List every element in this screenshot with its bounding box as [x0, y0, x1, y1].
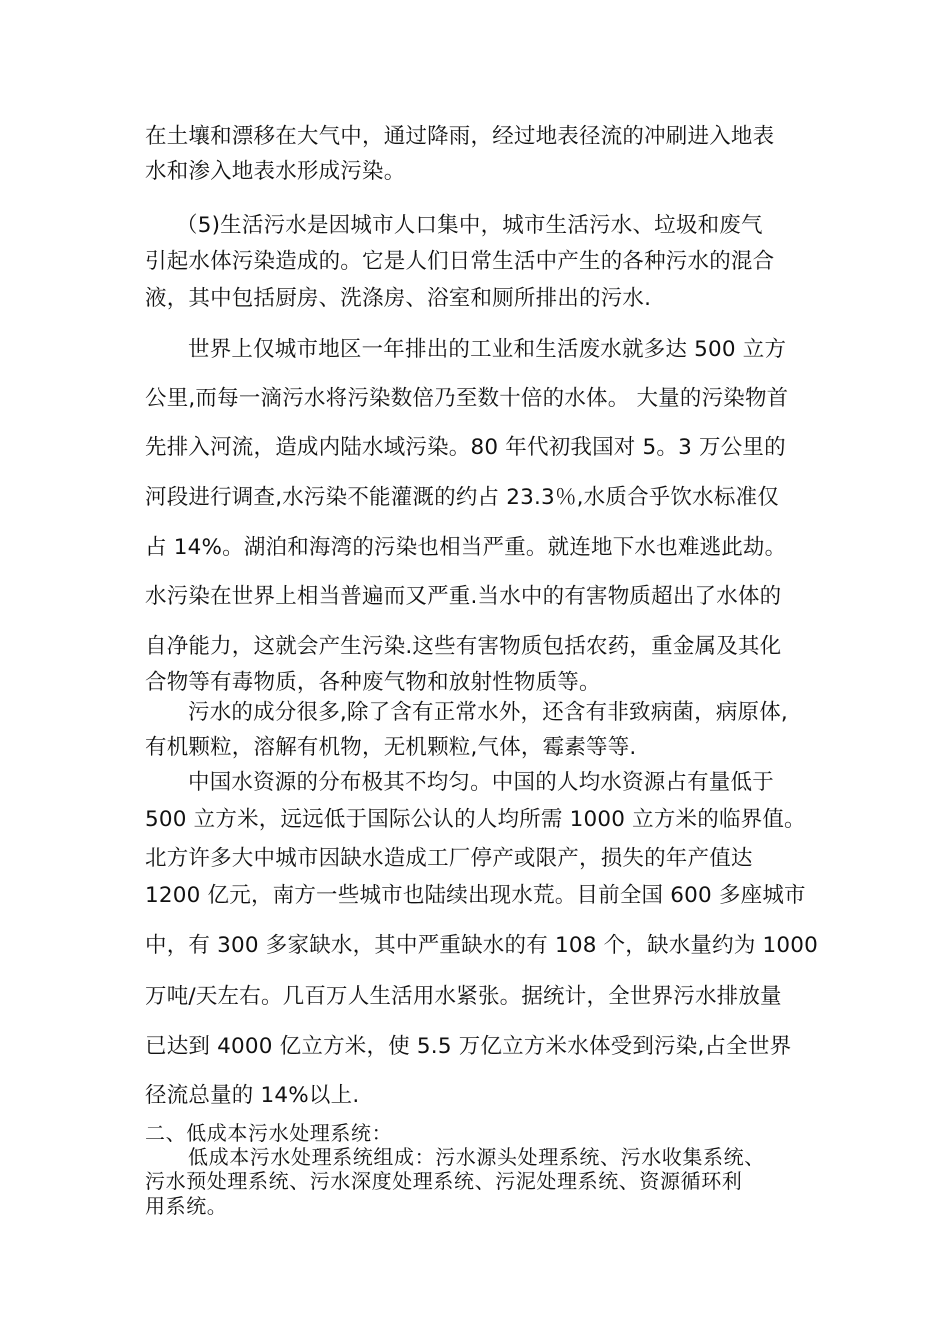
text-line: 中，有 300 多家缺水，其中严重缺水的有 108 个，缺水量约为 1000 [145, 933, 819, 958]
text-line: 水和渗入地表水形成污染。 [145, 159, 406, 184]
text-line: 水污染在世界上相当普遍而又严重.当水中的有害物质超出了水体的 [145, 584, 782, 609]
text-line: 公里,而每一滴污水将污染数倍乃至数十倍的水体。 大量的污染物首 [145, 386, 789, 411]
text-line: 径流总量的 14%以上. [145, 1083, 360, 1108]
text-line: 有机颗粒，溶解有机物，无机颗粒,气体，霉素等等. [145, 735, 637, 760]
text-line: 万吨/天左右。几百万人生活用水紧张。据统计，全世界污水排放量 [145, 984, 782, 1009]
text-line: 污水的成分很多,除了含有正常水外，还含有非致病菌，病原体, [188, 700, 788, 725]
text-line: 在土壤和漂移在大气中，通过降雨，经过地表径流的冲刷进入地表 [145, 124, 775, 149]
text-line: 占 14%。湖泊和海湾的污染也相当严重。就连地下水也难逃此劫。 [145, 535, 787, 560]
text-line: 500 立方米，远远低于国际公认的人均所需 1000 立方米的临界值。 [145, 807, 806, 832]
text-line: （5)生活污水是因城市人口集中，城市生活污水、垃圾和废气 [176, 213, 763, 238]
text-line: 低成本污水处理系统组成：污水源头处理系统、污水收集系统、 [188, 1145, 765, 1169]
text-line: 自净能力，这就会产生污染.这些有害物质包括农药，重金属及其化 [145, 634, 782, 659]
text-line: 世界上仅城市地区一年排出的工业和生活废水就多达 500 立方 [188, 337, 787, 362]
text-line: 污水预处理系统、污水深度处理系统、污泥处理系统、资源循环利 [145, 1169, 743, 1193]
text-line: 液，其中包括厨房、洗涤房、浴室和厕所排出的污水. [145, 286, 652, 311]
text-line: 用系统。 [145, 1194, 228, 1218]
text-line: 1200 亿元，南方一些城市也陆续出现水荒。目前全国 600 多座城市 [145, 883, 806, 908]
text-line: 引起水体污染造成的。它是人们日常生活中产生的各种污水的混合 [145, 249, 775, 274]
section-heading: 二、低成本污水处理系统： [145, 1121, 393, 1145]
text-line: 中国水资源的分布极其不均匀。中国的人均水资源占有量低于 [188, 770, 774, 795]
text-line: 北方许多大中城市因缺水造成工厂停产或限产，损失的年产值达 [145, 846, 753, 871]
text-line: 先排入河流，造成内陆水域污染。80 年代初我国对 5。3 万公里的 [145, 435, 786, 460]
text-line: 河段进行调查,水污染不能灌溉的约占 23.3％,水质合乎饮水标准仅 [145, 485, 779, 510]
text-line: 已达到 4000 亿立方米，使 5.5 万亿立方米水体受到污染,占全世界 [145, 1034, 792, 1059]
text-line: 合物等有毒物质，各种废气物和放射性物质等。 [145, 670, 601, 695]
